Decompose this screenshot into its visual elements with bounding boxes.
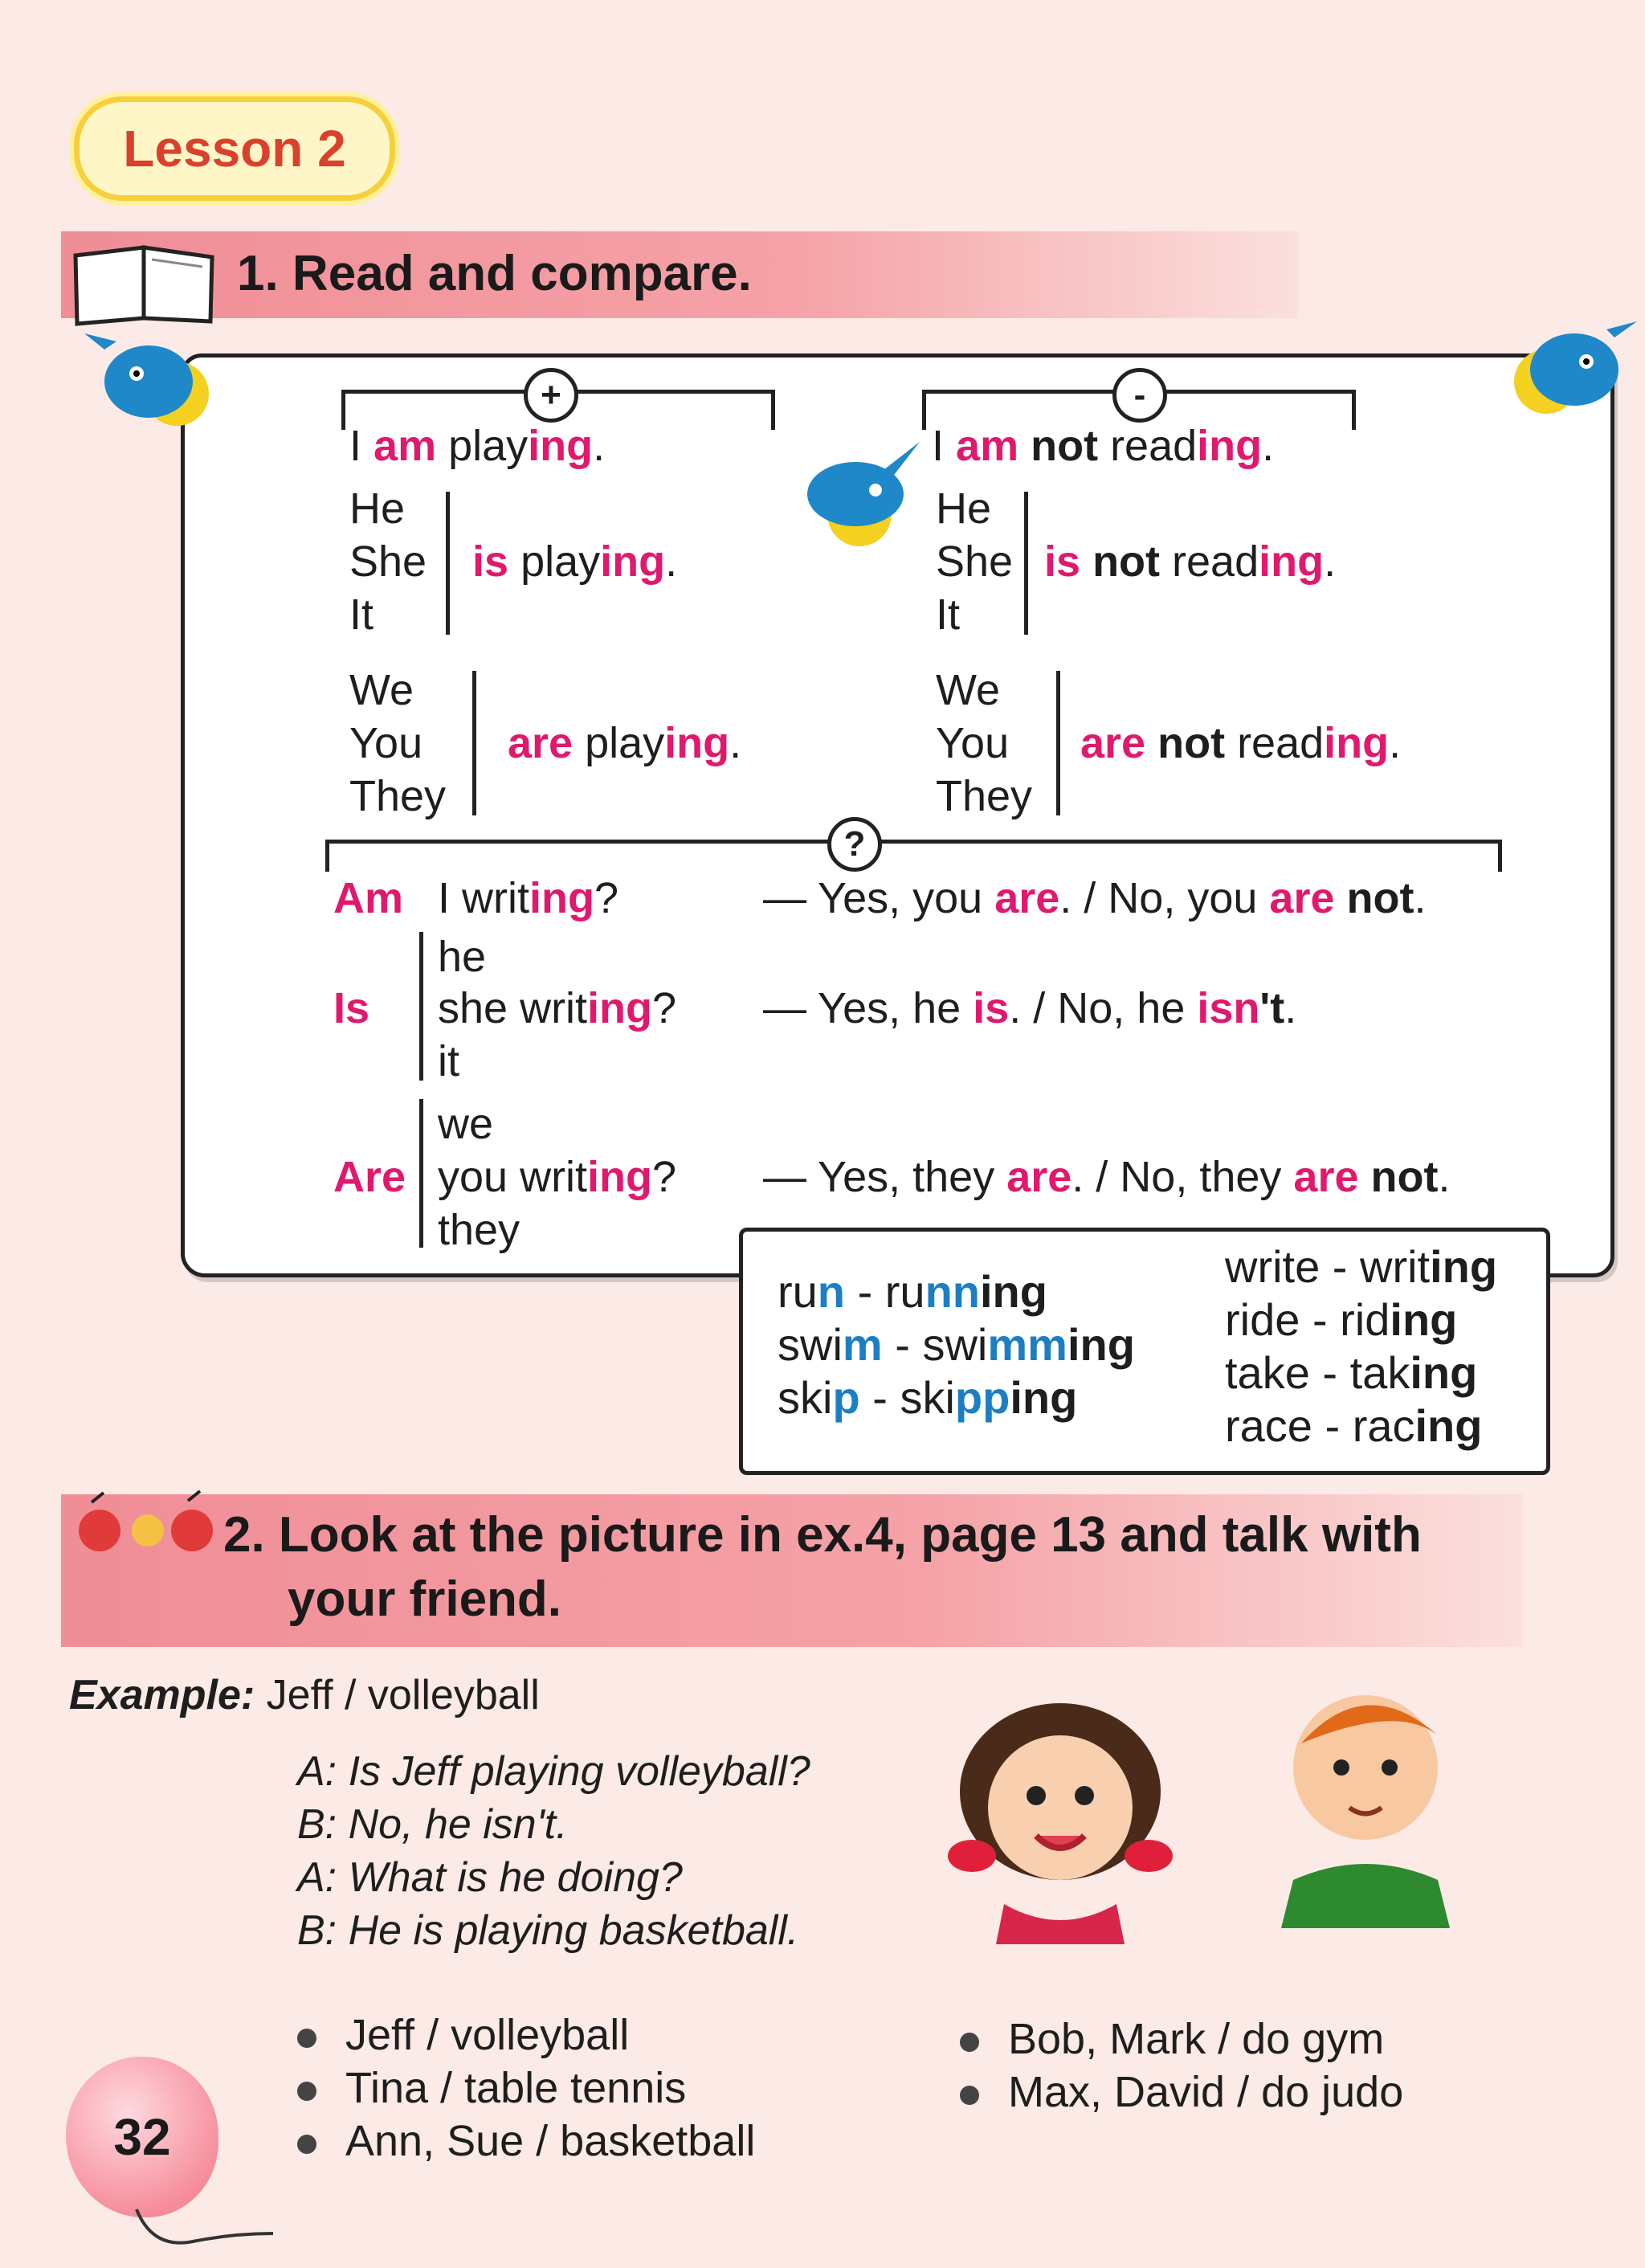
positive-subject-he: He <box>349 484 406 533</box>
positive-bracket-right <box>771 390 775 430</box>
negative-subject-we: We <box>936 666 1001 714</box>
dialog-line: A: What is he doing? <box>297 1854 683 1901</box>
list-item: Ann, Sue / basketball <box>297 2115 755 2168</box>
question-symbol: ? <box>843 824 866 864</box>
question-subject-he: he <box>438 933 487 981</box>
negative-subject-he: He <box>936 484 992 533</box>
answer-are: — Yes, they are. / No, they are not. <box>763 1153 1451 1201</box>
exercise-2-title-line-2: your friend. <box>288 1571 562 1627</box>
list-item: Jeff / volleyball <box>297 2009 755 2062</box>
plus-symbol: + <box>541 375 561 415</box>
positive-divider <box>446 492 450 635</box>
negative-row-are: are not reading. <box>1080 719 1402 767</box>
bullet-icon <box>960 2033 979 2052</box>
example-dialog <box>297 1745 810 1957</box>
question-subject-we: we <box>438 1100 494 1148</box>
open-book-icon <box>67 223 228 328</box>
question-subject-it: it <box>438 1037 459 1085</box>
answer-am: — Yes, you are. / No, you are not. <box>763 874 1427 922</box>
spelling-ride: ride - riding <box>1225 1294 1458 1345</box>
spelling-take: take - taking <box>1225 1347 1478 1398</box>
list-item: Max, David / do judo <box>960 2066 1403 2119</box>
lesson-label: Lesson 2 <box>123 120 346 178</box>
question-you-writing: you writing? <box>438 1153 677 1201</box>
positive-bracket-left <box>341 390 345 430</box>
positive-row-is: is playing. <box>472 537 678 586</box>
dialog-line: B: No, he isn't. <box>297 1801 568 1848</box>
spelling-run: run - running <box>778 1266 1047 1317</box>
positive-subject-you: You <box>349 719 423 767</box>
negative-subject-she: She <box>936 537 1014 586</box>
dialog-line: A: Is Jeff playing volleyball? <box>297 1748 810 1795</box>
plus-icon <box>524 368 578 423</box>
question-she-writing: she writing? <box>438 984 677 1032</box>
bird-icon <box>1494 305 1639 434</box>
question-bracket-right <box>1498 840 1502 872</box>
question-i-writing: I writing? <box>438 874 619 922</box>
question-are: Are <box>333 1153 406 1201</box>
question-is: Is <box>333 984 370 1032</box>
question-divider <box>419 932 423 1081</box>
balloon-string <box>120 2201 281 2266</box>
list-item: Tina / table tennis <box>297 2062 755 2115</box>
lesson-badge <box>74 96 395 201</box>
spelling-write: write - writing <box>1225 1241 1498 1292</box>
question-bracket <box>325 840 1502 844</box>
negative-row-i: I am not reading. <box>932 422 1275 470</box>
negative-divider <box>1024 492 1028 635</box>
positive-row-i: I am playing. <box>349 422 606 470</box>
bird-icon <box>763 434 924 554</box>
positive-subject-they: They <box>349 772 447 820</box>
positive-subject-it: It <box>349 590 374 639</box>
positive-row-are: are playing. <box>508 719 742 767</box>
page-number-balloon <box>66 2057 218 2217</box>
example-line: Example: Jeff / volleyball <box>69 1672 540 1718</box>
question-subject-they: they <box>438 1206 520 1254</box>
minus-icon <box>1112 368 1167 423</box>
list-item: Bob, Mark / do gym <box>960 2013 1403 2066</box>
bullet-icon <box>960 2086 979 2105</box>
bird-icon <box>80 317 217 446</box>
spelling-race: race - racing <box>1225 1400 1483 1451</box>
spelling-skip: skip - skipping <box>778 1372 1078 1423</box>
spelling-swim: swim - swimming <box>778 1319 1135 1370</box>
bullet-icon <box>297 2082 316 2101</box>
dialog-line: B: He is playing basketball. <box>297 1907 799 1954</box>
minus-symbol: - <box>1133 375 1146 415</box>
activity-list-left <box>297 2009 755 2168</box>
children-illustration <box>948 1671 1478 1944</box>
bullet-icon <box>297 2135 316 2154</box>
negative-subject-they: They <box>936 772 1033 820</box>
positive-divider <box>472 671 476 815</box>
exercise-2-title-line-1: 2. Look at the picture in ex.4, page 13 and talk with <box>223 1507 1422 1563</box>
positive-subject-she: She <box>349 537 427 586</box>
negative-bracket-left <box>922 390 926 430</box>
negative-bracket-right <box>1352 390 1356 430</box>
negative-subject-you: You <box>936 719 1010 767</box>
answer-is: — Yes, he is. / No, he isn't. <box>763 984 1297 1032</box>
positive-subject-we: We <box>349 666 414 714</box>
page-number: 32 <box>113 2108 171 2166</box>
question-icon <box>827 817 882 872</box>
activity-list-right <box>960 2013 1403 2119</box>
question-divider <box>419 1099 423 1248</box>
question-am: Am <box>333 874 404 922</box>
negative-row-is: is not reading. <box>1044 537 1337 586</box>
bullet-icon <box>297 2029 316 2048</box>
question-bracket-left <box>325 840 329 872</box>
talking-faces-icon <box>67 1486 220 1567</box>
negative-subject-it: It <box>936 590 961 639</box>
exercise-1-title: 1. Read and compare. <box>237 246 752 301</box>
negative-divider <box>1056 671 1060 815</box>
